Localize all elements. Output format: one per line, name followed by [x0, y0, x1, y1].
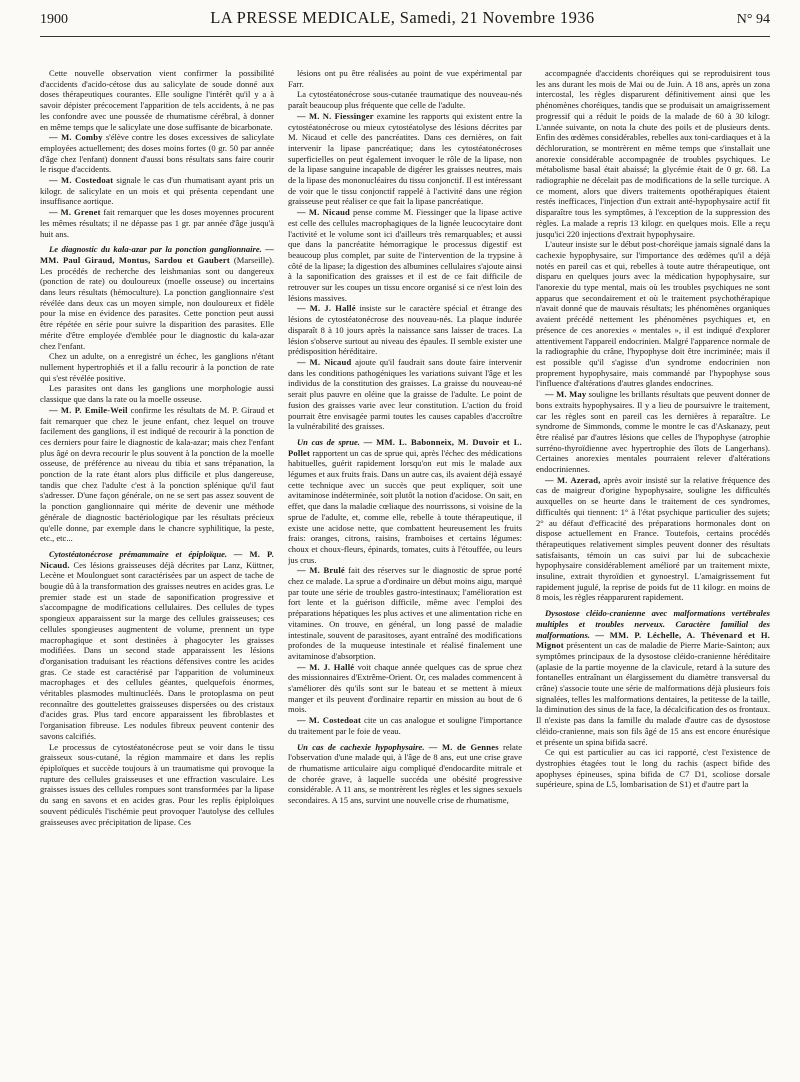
paragraph	[40, 132, 274, 175]
speaker: — M. Nicaud	[297, 356, 352, 367]
issue-number: N° 94	[736, 12, 770, 27]
paragraph: Chez un adulte, on a enregistré un échec, les ganglions n'étant nullement hypertrophiés et il a fallu recourir à la ponction de rate qui s'est révélée positive.	[40, 351, 274, 383]
paragraph: La cytostéatonécrose sous-cutanée traumatique des nouveau-nés paraît beaucoup plus fréquente que celle de l'adulte.	[288, 89, 522, 111]
speaker: — M. P. Emile-Weil	[49, 404, 128, 415]
speaker: — M. J. Hallé	[297, 303, 356, 314]
paragraph	[288, 565, 522, 661]
paragraph-text: présentent un cas de maladie de Pierre Marie-Sainton; aux symptômes principaux de la dysostose cléido-cranienne héréditaire (aplasie de la partie moyenne de la clavicule, retard à la suture des fontanelles entraînant un élargissement du diamètre transversal du crâne) s'associe toute une série de malformations déjà plusieurs fois signalées, telles les malformations dentaires, la petitesse de la taille, la diminution des sinus de la face, la décalcification des os frontaux. Il n'existe pas dans la famille du malade d'autre cas de dysostose cléido-cranienne, mais son fils âgé de 15 ans est encore énurésique et présente un spina bifida sacré.	[536, 640, 770, 747]
speaker: — M. de Gennes	[428, 741, 499, 752]
section-paragraph	[40, 549, 274, 742]
paragraph-text: pense comme M. Fiessinger que la lipase active est celle des cellules macrophagiques de la lignée leucocytaire dont l'activité et le volume sont ici d'ailleurs très remarquables; et aussi que dans la pancréatite hémorragique le processus digestif est beaucoup plus complet, par suite de l'intervention de la trypsine à côté de la lipase; la digestion des albumines cellulaires s'ajoute ainsi à la saponification des graisses et il est de ce fait difficile de retrouver sur les coupes un tissu encore organisé si ce n'est loin des lésions massives.	[288, 207, 522, 303]
page-header	[40, 8, 770, 37]
paragraph	[288, 303, 522, 357]
columns	[40, 68, 770, 1064]
speaker: — MM. Paul Giraud, Montus, Sardou et Gaubert	[40, 244, 274, 265]
column-middle	[288, 68, 522, 1064]
paragraph: Le processus de cytostéatonécrose peut se voir dans le tissu graisseux sous-cutané, la région mammaire et dans les replis épiploïques et succède toujours à un traumatisme qui provoque la rupture des cellules graisseuses et une effraction vasculaire. Les graisses issues des cellules rompues sont transformées par la lipase du sang en savons et en acides gras. Pour les replis épiploïques souvent pédiculés l'ischémie peut provoquer l'autolyse des cellules graisseuses avec précipitation de lipase. Ces	[40, 741, 274, 827]
paragraph-text: voit chaque année quelques cas de sprue chez des missionnaires d'Extrême-Orient. Or, ces malades commencent à s'améliorer dès qu'ils sont sur le bateau et se mettent à mieux manger et ils peuvent d'ordinaire repartir en mission au bout de 6 mois.	[288, 661, 522, 715]
column-left	[40, 68, 274, 1064]
paragraph: Ce qui est particulier au cas ici rapporté, c'est l'existence de dystrophies étagées tout le long du rachis (aspect bifide des apophyses épineuses, spina bifida de C7 D1, scoliose dorsale supérieure, spina de L5, lombarisation de S1) et d'autre part la	[536, 747, 770, 790]
speaker: — M. P. Nicaud.	[40, 548, 274, 570]
paragraph-text: fait des réserves sur le diagnostic de sprue porté chez ce malade. La sprue a d'ordinaire un début moins aigu, marqué par toute une série de troubles gastro-intestinaux; l'amélioration est fort lente et la guérison difficile, même avec l'emploi des préparations hépatiques les plus actives et une alimentation riche en vitamines. On trouve, en général, un long passé de maladie intestinale, souvent de parasitoses, ayant entraîné des modifications profondes de la muqueuse intestinale et réalisé finalement une avitaminose d'absorption.	[288, 565, 522, 661]
paragraph-text: souligne les brillants résultats que peuvent donner de bons extraits hypophysaires. Il y a lieu de poursuivre le traitement, car les règles sont en pareil cas les dernières à reparaître. Le syndrome de Simmonds, comme le montre le cas d'Askanazy, peut être réalisé par d'autres lésions que celles de l'hypophyse (atrophie surréno-thyroïdienne avec hypertrophie des îlots de Langerhans). Certaines anorexies mentales pourraient relever d'altérations endocriniennes.	[536, 389, 770, 475]
paragraph-text: ajoute qu'il faudrait sans doute faire intervenir dans les conditions pathogéniques les variations suivant l'âge et les individus de la constitution des graisses. La graisse du nouveau-né serait plus pauvre en oléine que la graisse de l'adulte. Le point de fusion des graisses varie avec leur constitution. L'action du froid pourrait être envisagée parmi toutes les causes capables d'accroître la vulnérabilité des graisses.	[288, 356, 522, 432]
paragraph	[288, 357, 522, 432]
speaker: — M. Costedoat	[297, 715, 362, 726]
paragraph-text: confirme les résultats de M. P. Giraud et fait remarquer que chez le jeune enfant, chez lequel on trouve facilement des ganglions, il est indiqué de recourir à la ponction de ces derniers pour faire le diagnostic de kala-azar; mais chez l'enfant plus âgé on devra recourir le plus souvent à la ponction de la moelle osseuse, de préférence au niveau du tibia et sans trépanation, la ponction de la rate étant alors plus difficile et plus dangereuse, tandis que chez l'adulte c'est à la ponction splénique qu'il faut s'adresser. D'une façon générale, on ne se sert pas assez souvent de la ponction ganglionnaire qui mérite de devenir une méthode générale de diagnostic bactériologique par les résultats précieux qu'elle donne, par exemple dans le chancre syphilitique, la peste, etc., etc...	[40, 404, 274, 544]
section-title: Un cas de cachexie hypophysaire.	[297, 741, 425, 752]
section-paragraph	[288, 437, 522, 565]
paragraph-text: fait remarquer que les doses moyennes procurent les mêmes résultats; il ne dépasse pas 1 gr. par année d'âge jusqu'à huit ans.	[40, 207, 274, 239]
paragraph-text: Ces lésions graisseuses déjà décrites par Lanz, Küttner, Lecène et Moulonguet sont caractérisées par un aspect de tache de bougie dû à la transformation des graisses neutres en acides gras. Le premier stade est un stade de saponification progressive et s'accompagne de modifications cellulaires. Des cellules de types spongieux apparaissent sur la marge des cellules graisseuses; ces cellules spongieuses augmentent de volume, prennent un type macrophagique et sont destinées à phagocyter les graisses modifiées. Dans un second stade apparaissent les lésions d'organisation traduisant les réactions défensives contre les acides gras. Ce stade est caractérisé par l'apparition de volumineux macrophages et des cellules géantes, quelquefois énormes, véritables plasmodes multinucléés. Dans le protoplasma on peut reconnaître des gouttelettes graisseuses dispersées ou des cristaux d'acides gras. Plus tard encore apparaissent les fibroblastes et l'organisation fibreuse. Les nodules fibreux peuvent contenir des savons calcifiés.	[40, 559, 274, 741]
column-right	[536, 68, 770, 1064]
speaker: — MM. P. Léchelle, A. Thévenard et H. Mignot	[536, 629, 770, 651]
page-number: 1900	[40, 12, 68, 27]
speaker: — M. Costedoat	[49, 175, 114, 186]
speaker: — M. Comby	[49, 132, 103, 143]
section-paragraph	[40, 244, 274, 351]
speaker: — M. Brulé	[297, 565, 345, 576]
paragraph-text: rapportent un cas de sprue qui, après l'échec des médications habituelles, guérit rapidement lorsqu'on eut mis le malade aux légumes et aux fruits frais. Dans un autre cas, ils avaient déjà essayé cette technique avec un succès que peut expliquer, soit une avitaminose indéterminée, soit plutôt la notion d'acidose. On sait, en effet, que dans la maladie cœliaque des nourrissons, si voisine de la sprue de l'adulte, et, comme elle, rebelle à toute thérapeutique, il existe une acidose nette, que combattent heureusement les fruits frais: oranges, citrons, raisins, framboises et certains légumes: choux et choux-fleurs, épinards, tomates, cuits à l'étouffée, ou leurs jus crus.	[288, 447, 522, 565]
paragraph-text: cite un cas analogue et souligne l'importance du traitement par le foie de veau.	[288, 715, 522, 736]
speaker: — M. Azerad,	[545, 474, 601, 485]
paragraph-text: examine les rapports qui existent entre la cytostéatonécrose ou mieux cytostéatolyse des lésions décrites par M. Nicaud et celle des pancréatites. Dans ces dernières, on fait intervenir la lipase pancréatique; dans les cytostéatonécroses superficielles on peut également invoquer le rôle de la lipase, non de la lipase sanguine incapable de digérer les graisses neutres, mais de la lipase des mononucléaires du tissu conjonctif. Il est intéressant de voir que le tissu conjonctif rappelé à l'activité dans une région graisseuse peut réaliser ce que fait la lipase pancréatique.	[288, 110, 522, 207]
section-title: Un cas de sprue.	[297, 436, 360, 447]
section-title: Le diagnostic du kala-azar par la ponction ganglionnaire.	[49, 244, 262, 255]
paragraph	[288, 715, 522, 736]
paragraph-text: insiste sur le caractère spécial et étrange des lésions de cytostéatonécrose des nouveau-nés. La plaque indurée disparaît 8 à 10 jours après la naissance sans laisser de traces. La lésion s'observe surtout au niveau des épaules. Il semble exister une prédisposition héréditaire.	[288, 303, 522, 357]
publication-title: LA PRESSE MEDICALE, Samedi, 21 Novembre 1936	[210, 8, 595, 27]
paragraph-text: s'élève contre les doses excessives de salicylate employées actuellement; des doses moins fortes (0 gr. 50 par année d'âge chez l'enfant) donnent d'aussi bons résultats sans faire courir le risque d'accidents.	[40, 132, 274, 175]
paragraph	[40, 175, 274, 207]
speaker: — M. N. Fiessinger	[297, 110, 374, 121]
paragraph-text: après avoir insisté sur la relative fréquence des cas de maigreur d'origine hypophysaire, souligne les difficultés auxquelles on se heurte dans le traitement de ces syndromes, difficultés qui tiennent: 1° à l'état psychique particulier des sujets; 2° au défaut d'efficacité des préparations hormonales dont on dispose actuellement en France. Toutefois, certains procédés thérapeutiques relativement simples peuvent donner des résultats satisfaisants, témoin un cas suivi par lui de subcachexie hypophysaire considérablement amélioré par un traitement mixte, insuline, extrait thyroïdien et gynoestryl. L'amaigrissement fut rapidement jugulé, la reprise de poids fut de 11 kilogr. en moins de 8 mois, les règles réapparurent rapidement.	[536, 474, 770, 603]
section-title: Cytostéatonécrose prémammaire et épiploïque.	[49, 548, 228, 559]
paragraph	[288, 207, 522, 303]
paragraph-text: (Marseille). Les procédés de recherche des leishmanias sont ou dangereux (ponction de rate) ou douloureux (moelle osseuse) ou incertains dans leurs résultats (hémoculture). La ponction ganglionnaire s'est révélée dans deux cas un moyen simple, non douloureux et fidèle pour la mise en évidence des parasites. Cette ponction peut aussi être répétée en série pour suivre la disparition des parasites. Elle mérite d'être employée d'emblée pour le diagnostic du kala-azar chez l'enfant.	[40, 254, 274, 351]
paragraph	[288, 662, 522, 716]
speaker: — MM. L. Babonneix, M. Duvoir et L. Pollet	[288, 436, 522, 458]
paragraph	[288, 111, 522, 207]
paragraph-text: signale le cas d'un rhumatisant ayant pris un kilogr. de salicylate en un mois et qui présenta cependant une insuffisance aortique.	[40, 175, 274, 207]
speaker: — M. Nicaud	[297, 207, 350, 218]
paragraph: accompagnée d'accidents choréiques qui se reproduisirent tous les ans durant les mois de Mai ou de Juin. A 18 ans, après un zona intercostal, les règles disparurent définitivement ainsi que les phénomènes choréiques, tandis que se produisait un amaigrissement progressif qui a réduit le poids de la malade de 60 à 30 kilogr. L'année suivante, on nota la chute des poils et de plusieurs dents. Enfin des œdèmes considérables, rebelles aux toni-cardiaques et à la déchloruration, se montrèrent en même temps que s'installait une anorexie considérable accompagnée de troubles psychiques. Le métabolisme basal était abaissé; la glycémie était de 0 gr. 68. La radiographie ne décelait pas de modifications de la selle turcique. A ce moment, alors que divers traitements opothérapiques étaient restés inefficaces, l'injection d'un extrait anté-hypophysaire actif fit disparaître tous les symptômes, à l'exception de la suppression des règles. La malade a repris 13 kilogr. en quelques mois. Elle a reçu jusqu'ici 220 injections d'extrait hypophysaire.	[536, 68, 770, 239]
paragraph	[40, 405, 274, 544]
speaker: — M. J. Hallé	[297, 661, 355, 672]
section-paragraph	[288, 742, 522, 806]
speaker: — M. May	[545, 389, 587, 400]
section-title: Dysostose cléido-cranienne avec malformations vertébrales multiples et troubles nerveux. Caractère familial des malformations.	[536, 608, 770, 640]
section-paragraph	[536, 608, 770, 747]
paragraph: L'auteur insiste sur le début post-choréique jamais signalé dans la cachexie hypophysaire, sur l'importance des œdèmes qu'il a déjà notés en pareil cas et qui, rebelles à toute autre thérapeutique, ont disparu en quelques jours avec la médication hypophysaire, sur l'anorexie du type mental, mais où les troubles psychiques ne sont apparus que secondairement et où le traitement psychothérapique n'avait donné que de mauvais résultats; les phénomènes organiques avaient précédé nettement les phénomènes psychiques et, en présence de ces anorexies « mentales », il est indiqué d'explorer attentivement l'appareil endocrinien. Malgré l'apparence normale de la radiographie du crâne, l'hypophyse doit être incriminée; mais il est possible qu'il s'agisse d'un syndrome endocrinien non proprement hypophysaire, mais commandé par l'hypophyse sous l'influence d'altérations d'autres glandes endocrines.	[536, 239, 770, 389]
paragraph: Cette nouvelle observation vient confirmer la possibilité d'accidents d'acido-cétose dus au salicylate de soude donné aux doses thérapeutiques courantes. Elle souligne l'intérêt qu'il y a à savoir dépister précocement l'apparition de tels accidents, à ne pas les confondre avec une poussée de rhumatisme cérébral, à donner en même temps que le salicylate une dose suffisante de bicarbonate.	[40, 68, 274, 132]
paragraph	[536, 475, 770, 603]
paragraph: lésions ont pu être réalisées au point de vue expérimental par Farr.	[288, 68, 522, 89]
paragraph	[536, 389, 770, 475]
paragraph: Les parasites ont dans les ganglions une morphologie aussi classique que dans la rate ou la moelle osseuse.	[40, 383, 274, 405]
speaker: — M. Grenet	[49, 207, 101, 218]
paragraph-text: relate l'observation d'une malade qui, à l'âge de 8 ans, eut une crise grave de rhumatisme articulaire aigu compliqué d'endocardite mitrale et de chorée grave, à laquelle succéda une obésité progressive considérable. A 11 ans, se montrèrent les règles et les signes sexuels secondaires. A 15 ans, survint une nouvelle crise de rhumatisme,	[288, 741, 522, 806]
paragraph	[40, 207, 274, 239]
